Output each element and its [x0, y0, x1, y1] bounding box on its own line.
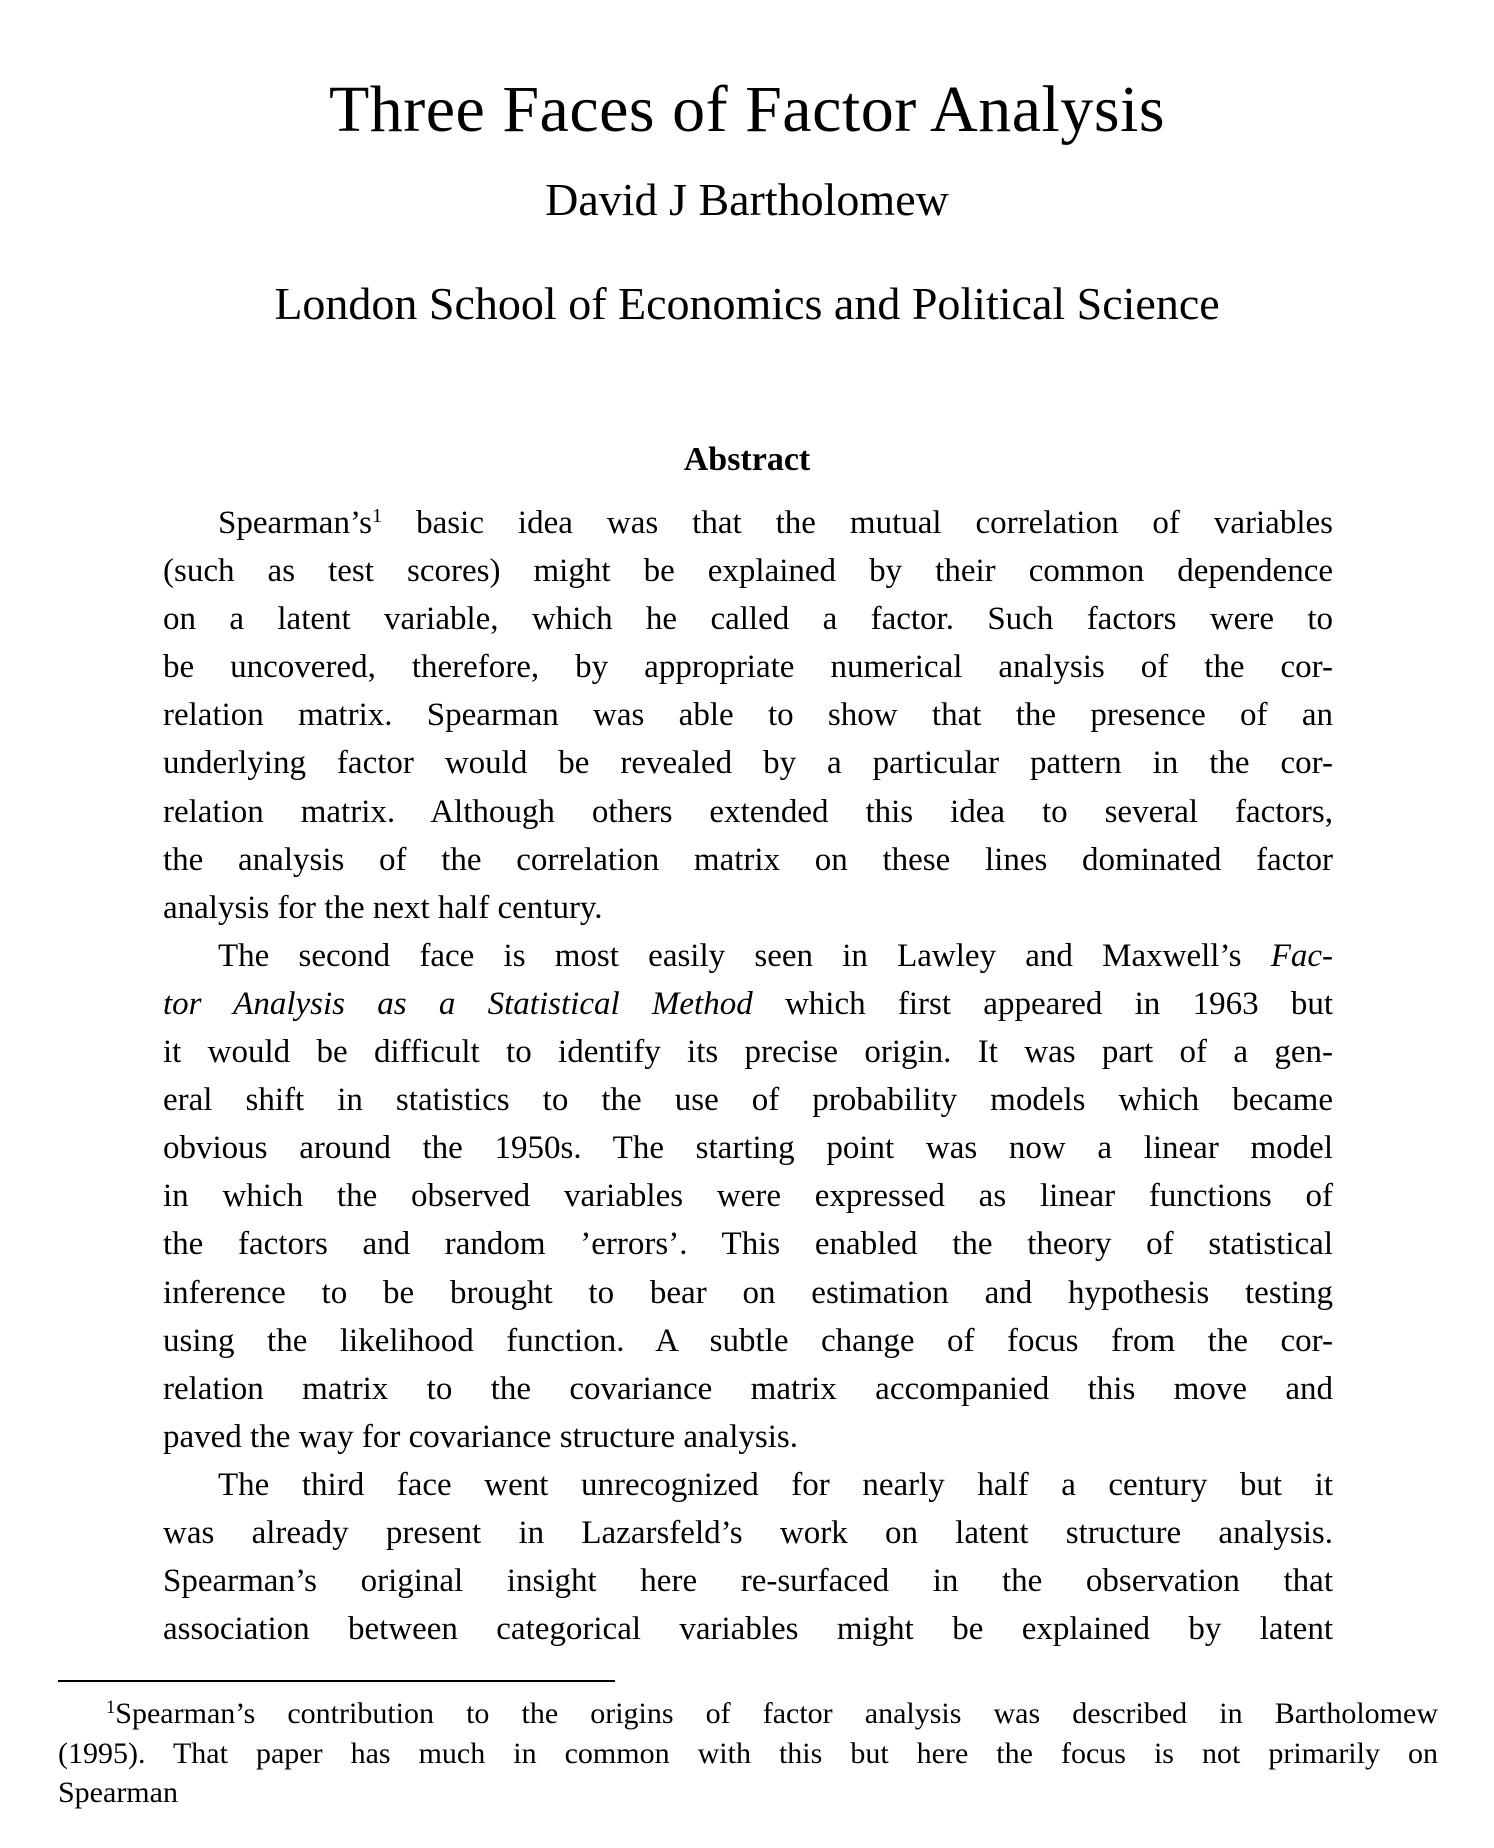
footnote-marker: 1 — [371, 505, 383, 528]
text-line — [163, 980, 1333, 1028]
text-line — [163, 1365, 1333, 1413]
paper-author: David J Bartholomew — [545, 174, 949, 225]
text-segment: paved the way for covariance structure analysis. — [163, 1418, 798, 1455]
text-segment: basic idea was that the mutual correlation of variables — [382, 505, 1333, 541]
abstract-body — [163, 499, 1333, 1653]
abstract-paragraph — [163, 499, 1333, 932]
footnote-rule — [58, 1680, 615, 1682]
text-line — [163, 1124, 1333, 1172]
text-line — [163, 1557, 1333, 1605]
text-line — [163, 739, 1333, 787]
text-segment: Spearman’s original insight here re-surfaced in the observation that — [163, 1563, 1333, 1600]
text-segment: the analysis of the correlation matrix on these lines dominated factor — [163, 841, 1333, 878]
text-segment: tor Analysis as a Statistical Method — [163, 985, 753, 1022]
text-segment: the factors and random ’errors’. This enabled the theory of statistical — [163, 1226, 1333, 1263]
footnote — [58, 1694, 1438, 1813]
text-segment: relation matrix. Spearman was able to show that the presence of an — [163, 697, 1333, 734]
text-line — [163, 1269, 1333, 1317]
text-segment: in which the observed variables were expressed as linear functions of — [163, 1178, 1333, 1215]
abstract-paragraph — [163, 1461, 1333, 1653]
text-segment: Fac- — [1270, 937, 1333, 974]
text-line — [163, 1076, 1333, 1124]
text-segment: The third face went unrecognized for nearly half a century but it — [218, 1466, 1333, 1503]
text-line — [163, 1509, 1333, 1557]
text-line — [163, 788, 1333, 836]
text-line — [163, 1028, 1333, 1076]
abstract-heading: Abstract — [683, 441, 811, 478]
text-segment: obvious around the 1950s. The starting point was now a linear model — [163, 1130, 1333, 1167]
text-segment: analysis for the next half century. — [163, 889, 603, 926]
text-line — [163, 643, 1333, 691]
text-line — [163, 1172, 1333, 1220]
text-segment: relation matrix to the covariance matrix accompanied this move and — [163, 1370, 1333, 1407]
text-line — [163, 836, 1333, 884]
text-segment: underlying factor would be revealed by a particular pattern in the cor- — [163, 745, 1333, 782]
text-line — [163, 1220, 1333, 1268]
text-line — [163, 1413, 1333, 1461]
text-segment: using the likelihood function. A subtle change of focus from the cor- — [163, 1322, 1333, 1359]
text-line — [58, 1694, 1438, 1734]
text-segment: was already present in Lazarsfeld’s work on latent structure analysis. — [163, 1514, 1333, 1551]
text-line — [163, 1461, 1333, 1509]
text-segment: Spearman’s contribution to the origins of factor analysis was described in Bartholomew — [115, 1697, 1438, 1730]
text-line — [163, 691, 1333, 739]
text-segment: it would be difficult to identify its precise origin. It was part of a gen- — [163, 1034, 1333, 1071]
paper-title: Three Faces of Factor Analysis — [328, 73, 1166, 147]
text-segment: (1995). That paper has much in common with this but here the focus is not primarily on — [58, 1736, 1438, 1770]
text-line — [58, 1773, 1438, 1813]
text-line — [163, 499, 1333, 547]
text-line — [163, 884, 1333, 932]
text-segment: Spearman’s — [218, 505, 372, 541]
text-line — [163, 1605, 1333, 1653]
text-segment: on a latent variable, which he called a factor. Such factors were to — [163, 601, 1333, 638]
text-line — [163, 1317, 1333, 1365]
footnote-marker: 1 — [106, 1697, 116, 1719]
abstract-paragraph — [163, 932, 1333, 1461]
text-segment: relation matrix. Although others extended this idea to several factors, — [163, 793, 1333, 830]
text-segment: association between categorical variables might be explained by latent — [163, 1611, 1333, 1648]
text-line — [163, 547, 1333, 595]
text-segment: (such as test scores) might be explained by their common dependence — [163, 553, 1333, 590]
text-line — [58, 1734, 1438, 1774]
text-segment: which first appeared in 1963 but — [752, 985, 1333, 1022]
text-segment: be uncovered, therefore, by appropriate numerical analysis of the cor- — [163, 649, 1333, 686]
text-segment: The second face is most easily seen in Lawley and Maxwell’s — [218, 937, 1271, 974]
text-segment: eral shift in statistics to the use of probability models which became — [163, 1082, 1333, 1119]
text-segment: inference to be brought to bear on estimation and hypothesis testing — [163, 1274, 1333, 1311]
text-segment: Spearman — [58, 1776, 178, 1809]
paper-affiliation: London School of Economics and Political Science — [274, 278, 1220, 329]
text-line — [163, 932, 1333, 980]
text-line — [163, 595, 1333, 643]
